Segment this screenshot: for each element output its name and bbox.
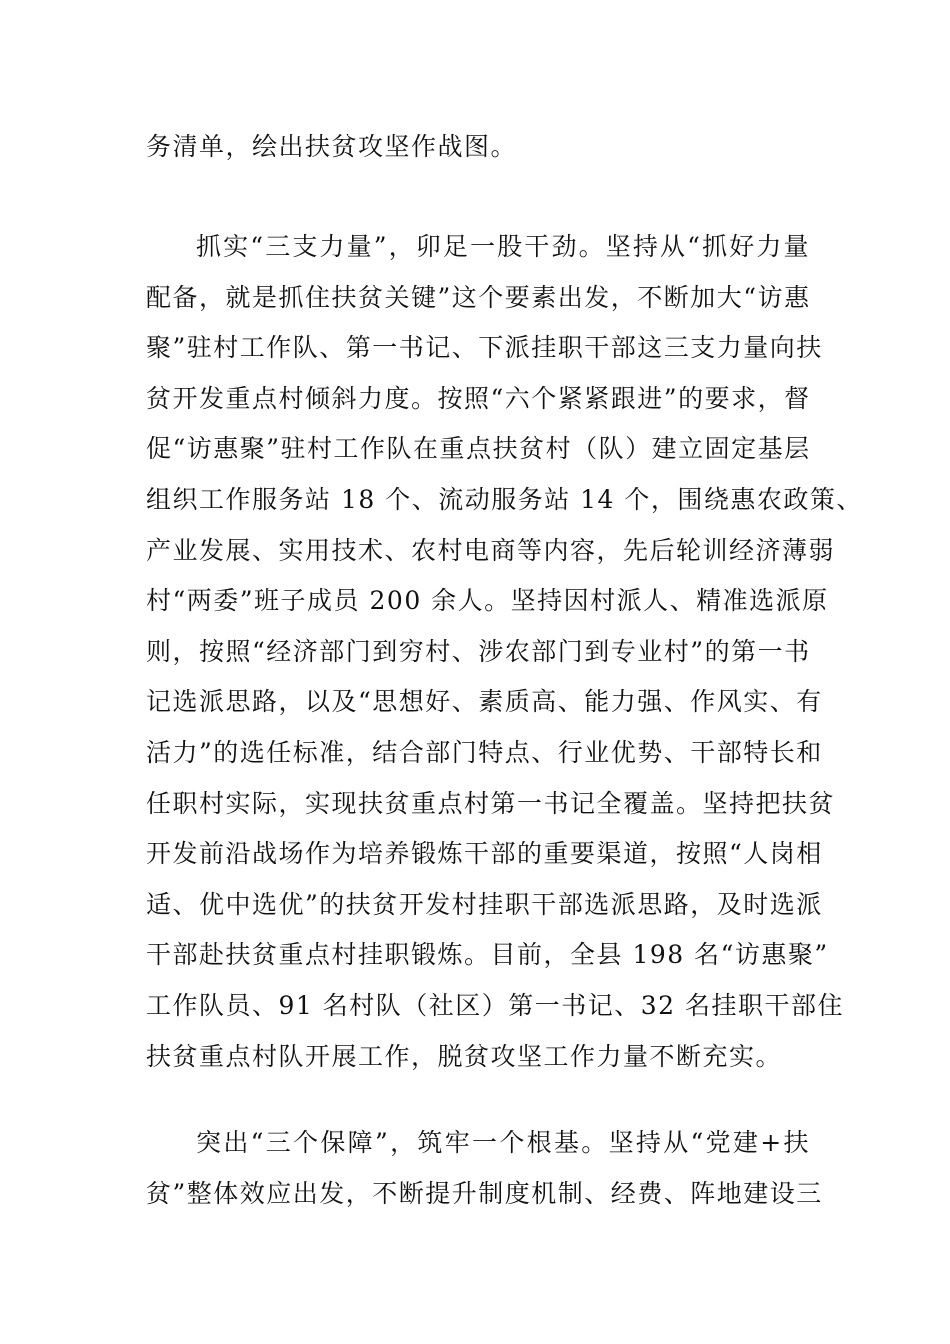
paragraph-line: 抓实“三支力量”，卯足一股干劲。坚持从“抓好力量 bbox=[196, 232, 810, 261]
paragraph-line: 工作队员、91 名村队（社区）第一书记、32 名挂职干部住 bbox=[146, 990, 845, 1020]
paragraph-line: 适、优中选优”的扶贫开发村挂职干部选派思路，及时选派 bbox=[146, 889, 823, 919]
paragraph-line: 贫”整体效应出发，不断提升制度机制、经费、阵地建设三 bbox=[146, 1178, 823, 1208]
paragraph-line: 贫开发重点村倾斜力度。按照“六个紧紧跟进”的要求，督 bbox=[146, 383, 811, 413]
paragraph-line: 活力”的选任标准，结合部门特点、行业优势、干部特长和 bbox=[146, 737, 823, 767]
paragraph-2 bbox=[146, 222, 863, 1082]
paragraph-line: 扶贫重点村队开展工作，脱贫攻坚工作力量不断充实。 bbox=[146, 1041, 783, 1071]
paragraph-line: 组织工作服务站 18 个、流动服务站 14 个，围绕惠农政策、 bbox=[146, 484, 863, 514]
paragraph-line: 任职村实际，实现扶贫重点村第一书记全覆盖。坚持把扶贫 bbox=[146, 788, 836, 818]
paragraph-line: 产业发展、实用技术、农村电商等内容，先后轮训经济薄弱 bbox=[146, 535, 836, 565]
paragraph-line: 促“访惠聚”驻村工作队在重点扶贫村（队）建立固定基层 bbox=[146, 434, 811, 464]
paragraph-line: 则，按照“经济部门到穷村、涉农部门到专业村”的第一书 bbox=[146, 636, 811, 666]
paragraph-line: 聚”驻村工作队、第一书记、下派挂职干部这三支力量向扶 bbox=[146, 333, 823, 363]
paragraph-line: 务清单，绘出扶贫攻坚作战图。 bbox=[146, 132, 518, 161]
paragraph-3 bbox=[146, 1118, 823, 1219]
paragraph-line: 配备，就是抓住扶贫关键”这个要素出发，不断加大“访惠 bbox=[146, 282, 811, 312]
paragraph-line: 开发前沿战场作为培养锻炼干部的重要渠道，按照“人岗相 bbox=[146, 839, 823, 869]
paragraph-line: 村“两委”班子成员 200 余人。坚持因村派人、精准选派原 bbox=[146, 586, 829, 616]
paragraph-line: 记选派思路，以及“思想好、素质高、能力强、作风实、有 bbox=[146, 687, 823, 717]
paragraph-line: 突出“三个保障”，筑牢一个根基。坚持从“党建+扶 bbox=[196, 1128, 810, 1157]
paragraph-line: 干部赴扶贫重点村挂职锻炼。目前，全县 198 名“访惠聚” bbox=[146, 940, 829, 970]
paragraph-1 bbox=[146, 122, 810, 173]
